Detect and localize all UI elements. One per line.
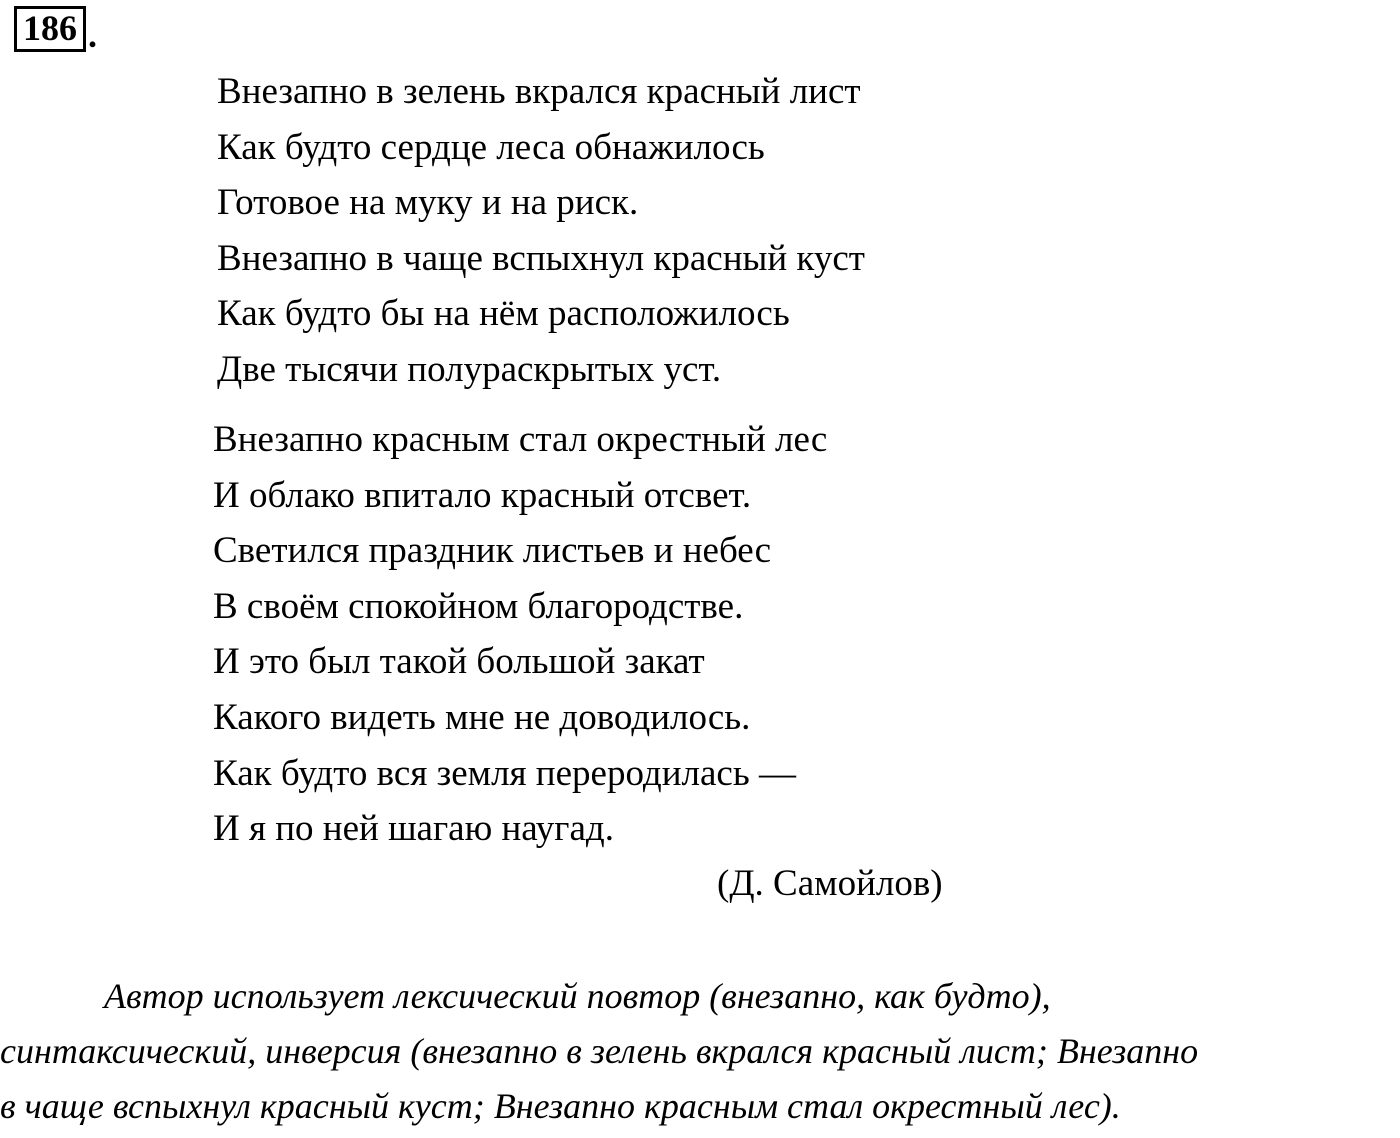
commentary-paragraph (0, 973, 1400, 1138)
commentary-line: в чаще вспыхнул красный куст; Внезапно красным стал окрестный лес). (0, 1086, 1121, 1126)
poem-line: И это был такой большой закат (213, 641, 705, 683)
poem-line: Две тысячи полураскрытых уст. (217, 348, 722, 390)
poem-stanza-2 (213, 417, 827, 862)
task-number-box: 186 (14, 6, 86, 52)
poem-author: (Д. Самойлов) (717, 863, 943, 904)
poem-line: Внезапно в зелень вкрался красный лист (217, 71, 861, 112)
poem-line: Светился праздник листьев и небес (213, 530, 772, 572)
poem-line: Как будто сердце леса обнажилось (217, 126, 765, 168)
commentary-line: синтаксический, инверсия (внезапно в зелень вкрался красный лист; Внезапно (0, 1031, 1199, 1071)
poem-line: И я по ней шагаю наугад. (213, 808, 614, 850)
poem-line: Как будто бы на нём расположилось (217, 293, 790, 335)
task-number (14, 6, 97, 55)
poem-line: Внезапно красным стал окрестный лес (213, 419, 828, 460)
poem-line: Внезапно в чаще вспыхнул красный куст (217, 237, 865, 279)
poem-line: Какого видеть мне не доводилось. (213, 696, 751, 738)
poem-line: В своём спокойном благородстве. (213, 585, 744, 627)
poem-line: Как будто вся земля переродилась — (213, 752, 796, 794)
poem-line: И облако впитало красный отсвет. (213, 474, 752, 516)
poem-line: Готовое на муку и на риск. (217, 182, 639, 224)
commentary-line: Автор использует лексический повтор (внезапно, как будто), (104, 976, 1051, 1016)
task-number-dot: . (88, 15, 97, 55)
poem-stanza-1 (217, 69, 865, 403)
